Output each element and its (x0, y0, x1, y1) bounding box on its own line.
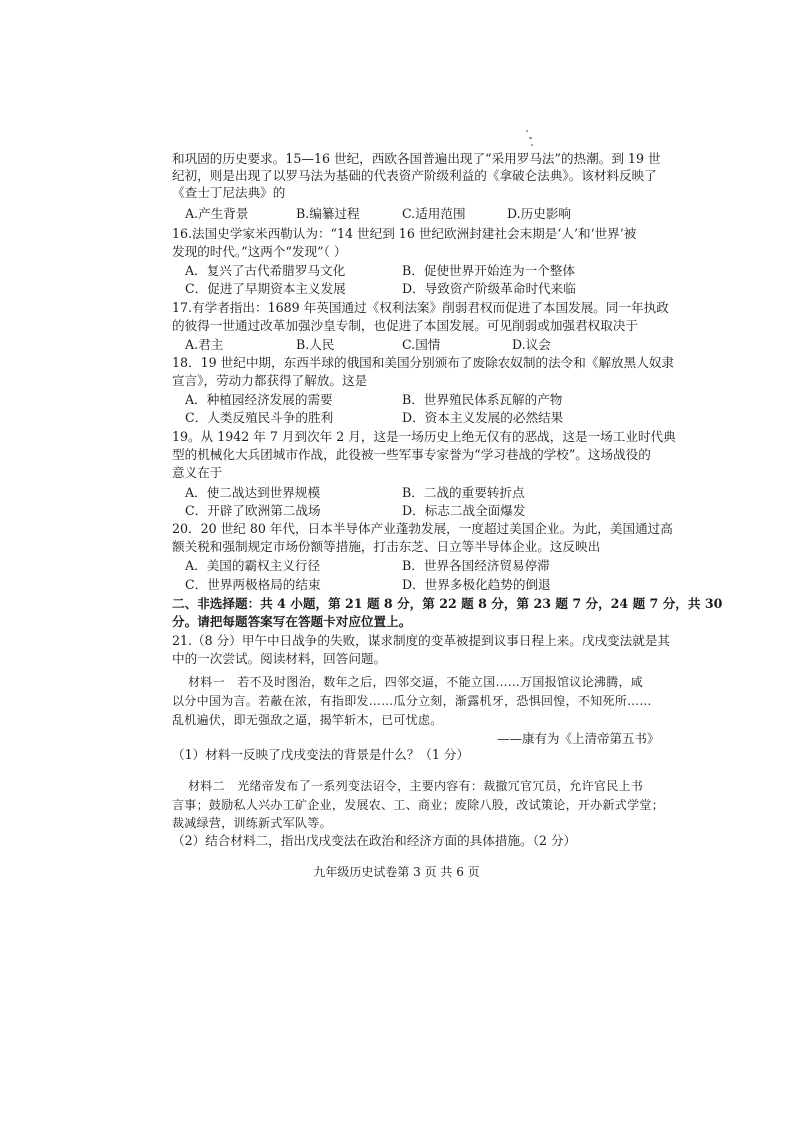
q16-line-1: 16.法国史学家米西勒认为：“14 世纪到 16 世纪欧洲封建社会末期是‘人’和‘世界’被 (172, 226, 637, 241)
q16-option-d: D．导致资产阶级革命时代来临 (402, 281, 576, 296)
q19-line-2: 型的机械化大兵团城市作战，此役被一些军事专家誉为“学习巷战的学校”。这场战役的 (172, 447, 651, 462)
q16-option-b: B．促使世界开始连为一个整体 (402, 263, 575, 278)
q18-line-2: 宣言》，劳动力都获得了解放。这是 (172, 373, 368, 388)
page-footer: 九年级历史试卷第 3 页 共 6 页 (313, 865, 480, 879)
q21-material-2-line-1: 材料二 光绪帝发布了一系列变法诏令，主要内容有：裁撤冗官冗员，允许官民上书 (188, 779, 644, 793)
q17-option-b: B.人民 (296, 337, 335, 352)
q19-option-c: C．开辟了欧洲第二战场 (185, 503, 321, 518)
q16-option-c: C．促进了早期资本主义发展 (185, 281, 346, 296)
q21-material-1-line-1: 材料一 若不及时图治，数年之后，四邻交逼，不能立国……万国报馆议论沸腾，咸 (188, 675, 644, 689)
q17-option-c: C.国情 (402, 337, 441, 352)
q20-line-1: 20．20 世纪 80 年代，日本半导体产业蓬勃发展，一度超过美国企业。为此，美国通过高 (172, 521, 673, 536)
q17-option-d: D.议会 (512, 337, 551, 352)
q15-line-2: 纪初，则是出现了以罗马法为基础的代表资产阶级利益的《拿破仑法典》。该材料反映了 (172, 168, 657, 183)
section-2-heading-line-2: 分。请把每题答案写在答题卡对应位置上。 (172, 614, 412, 629)
q21-material-2-line-3: 裁减绿营，训练新式军队等。 (172, 816, 332, 830)
q17-line-2: 的彼得一世通过改革加强沙皇专制，也促进了本国发展。可见削弱或加强君权取决于 (172, 318, 638, 333)
q19-line-1: 19。从 1942 年 7 月到次年 2 月，这是一场历史上绝无仅有的恶战，这是一场工业时代典 (172, 429, 676, 444)
q20-option-c: C．世界两极格局的结束 (185, 577, 321, 592)
q19-option-a: A．使二战达到世界规模 (185, 485, 321, 500)
q21-material-1-line-3: 乱机遍伏，即无强敌之逼，揭竿斩木，已可忧虑。 (172, 713, 443, 727)
q18-option-a: A．种植园经济发展的需要 (185, 392, 333, 407)
q19-option-b: B．二战的重要转折点 (402, 485, 525, 500)
q15-option-c: C.适用范围 (402, 206, 466, 221)
q21-line-2: 中的一次尝试。阅读材料，回答问题。 (172, 651, 387, 666)
q20-option-a: A．美国的霸权主义行径 (185, 558, 321, 573)
q19-option-d: D．标志二战全面爆发 (402, 503, 526, 518)
q15-line-1: 和巩固的历史要求。15—16 世纪，西欧各国普遍出现了“采用罗马法”的热潮。到 19 世 (172, 151, 661, 166)
scan-specks (524, 130, 534, 148)
q18-option-b: B．世界殖民体系瓦解的产物 (402, 392, 563, 407)
q20-option-d: D．世界多极化趋势的倒退 (402, 577, 551, 592)
q21-material-1-source: ——康有为《上清帝第五书》 (497, 731, 660, 746)
q15-option-d: D.历史影响 (507, 206, 572, 221)
q15-line-3: 《查士丁尼法典》的 (172, 185, 286, 200)
q17-line-1: 17.有学者指出：1689 年英国通过《权利法案》削弱君权而促进了本国发展。同一年执政 (172, 300, 669, 315)
q20-line-2: 额关税和强制规定市场份额等措施，打击东芝、日立等半导体企业。这反映出 (172, 539, 601, 554)
q18-option-c: C．人类反殖民斗争的胜利 (185, 410, 334, 425)
q16-option-a: A．复兴了古代希腊罗马文化 (185, 263, 346, 278)
q17-option-a: A.君主 (185, 337, 224, 352)
q18-line-1: 18．19 世纪中期，东西半球的俄国和美国分别颁布了废除农奴制的法令和《解放黑人奴隶 (172, 355, 675, 370)
q21-material-1-line-2: 以分中国为言。若蔽在浓，有指即发……瓜分立刻，渐露机牙，恐惧回惶，不知死所…… (172, 694, 652, 708)
q19-line-3: 意义在于 (172, 465, 223, 480)
q21-line-1: 21.（8 分）甲午中日战争的失败，谋求制度的变革被提到议事日程上来。戊戌变法就是其 (172, 633, 671, 648)
q21-material-2-line-2: 言事；鼓励私人兴办工矿企业，发展农、工、商业；废除八股，改试策论，开办新式学堂； (172, 798, 665, 812)
q21-subquestion-2: （2）结合材料二，指出戊戌变法在政治和经济方面的具体措施。（2 分） (172, 833, 577, 848)
q15-option-b: B.编纂过程 (296, 206, 360, 221)
q18-option-d: D．资本主义发展的必然结果 (402, 410, 564, 425)
q20-option-b: B．世界各国经济贸易停滞 (402, 558, 550, 573)
q15-option-a: A.产生背景 (185, 206, 249, 221)
q21-subquestion-1: （1）材料一反映了戊戌变法的背景是什么？（1 分） (172, 747, 470, 762)
q16-line-2: 发现的时代。”这两个“发现”（ ） (172, 244, 347, 259)
section-2-heading-line-1: 二、非选择题：共 4 小题，第 21 题 8 分，第 22 题 8 分，第 23 题 7 分，24 题 7 分，共 30 (172, 596, 723, 611)
